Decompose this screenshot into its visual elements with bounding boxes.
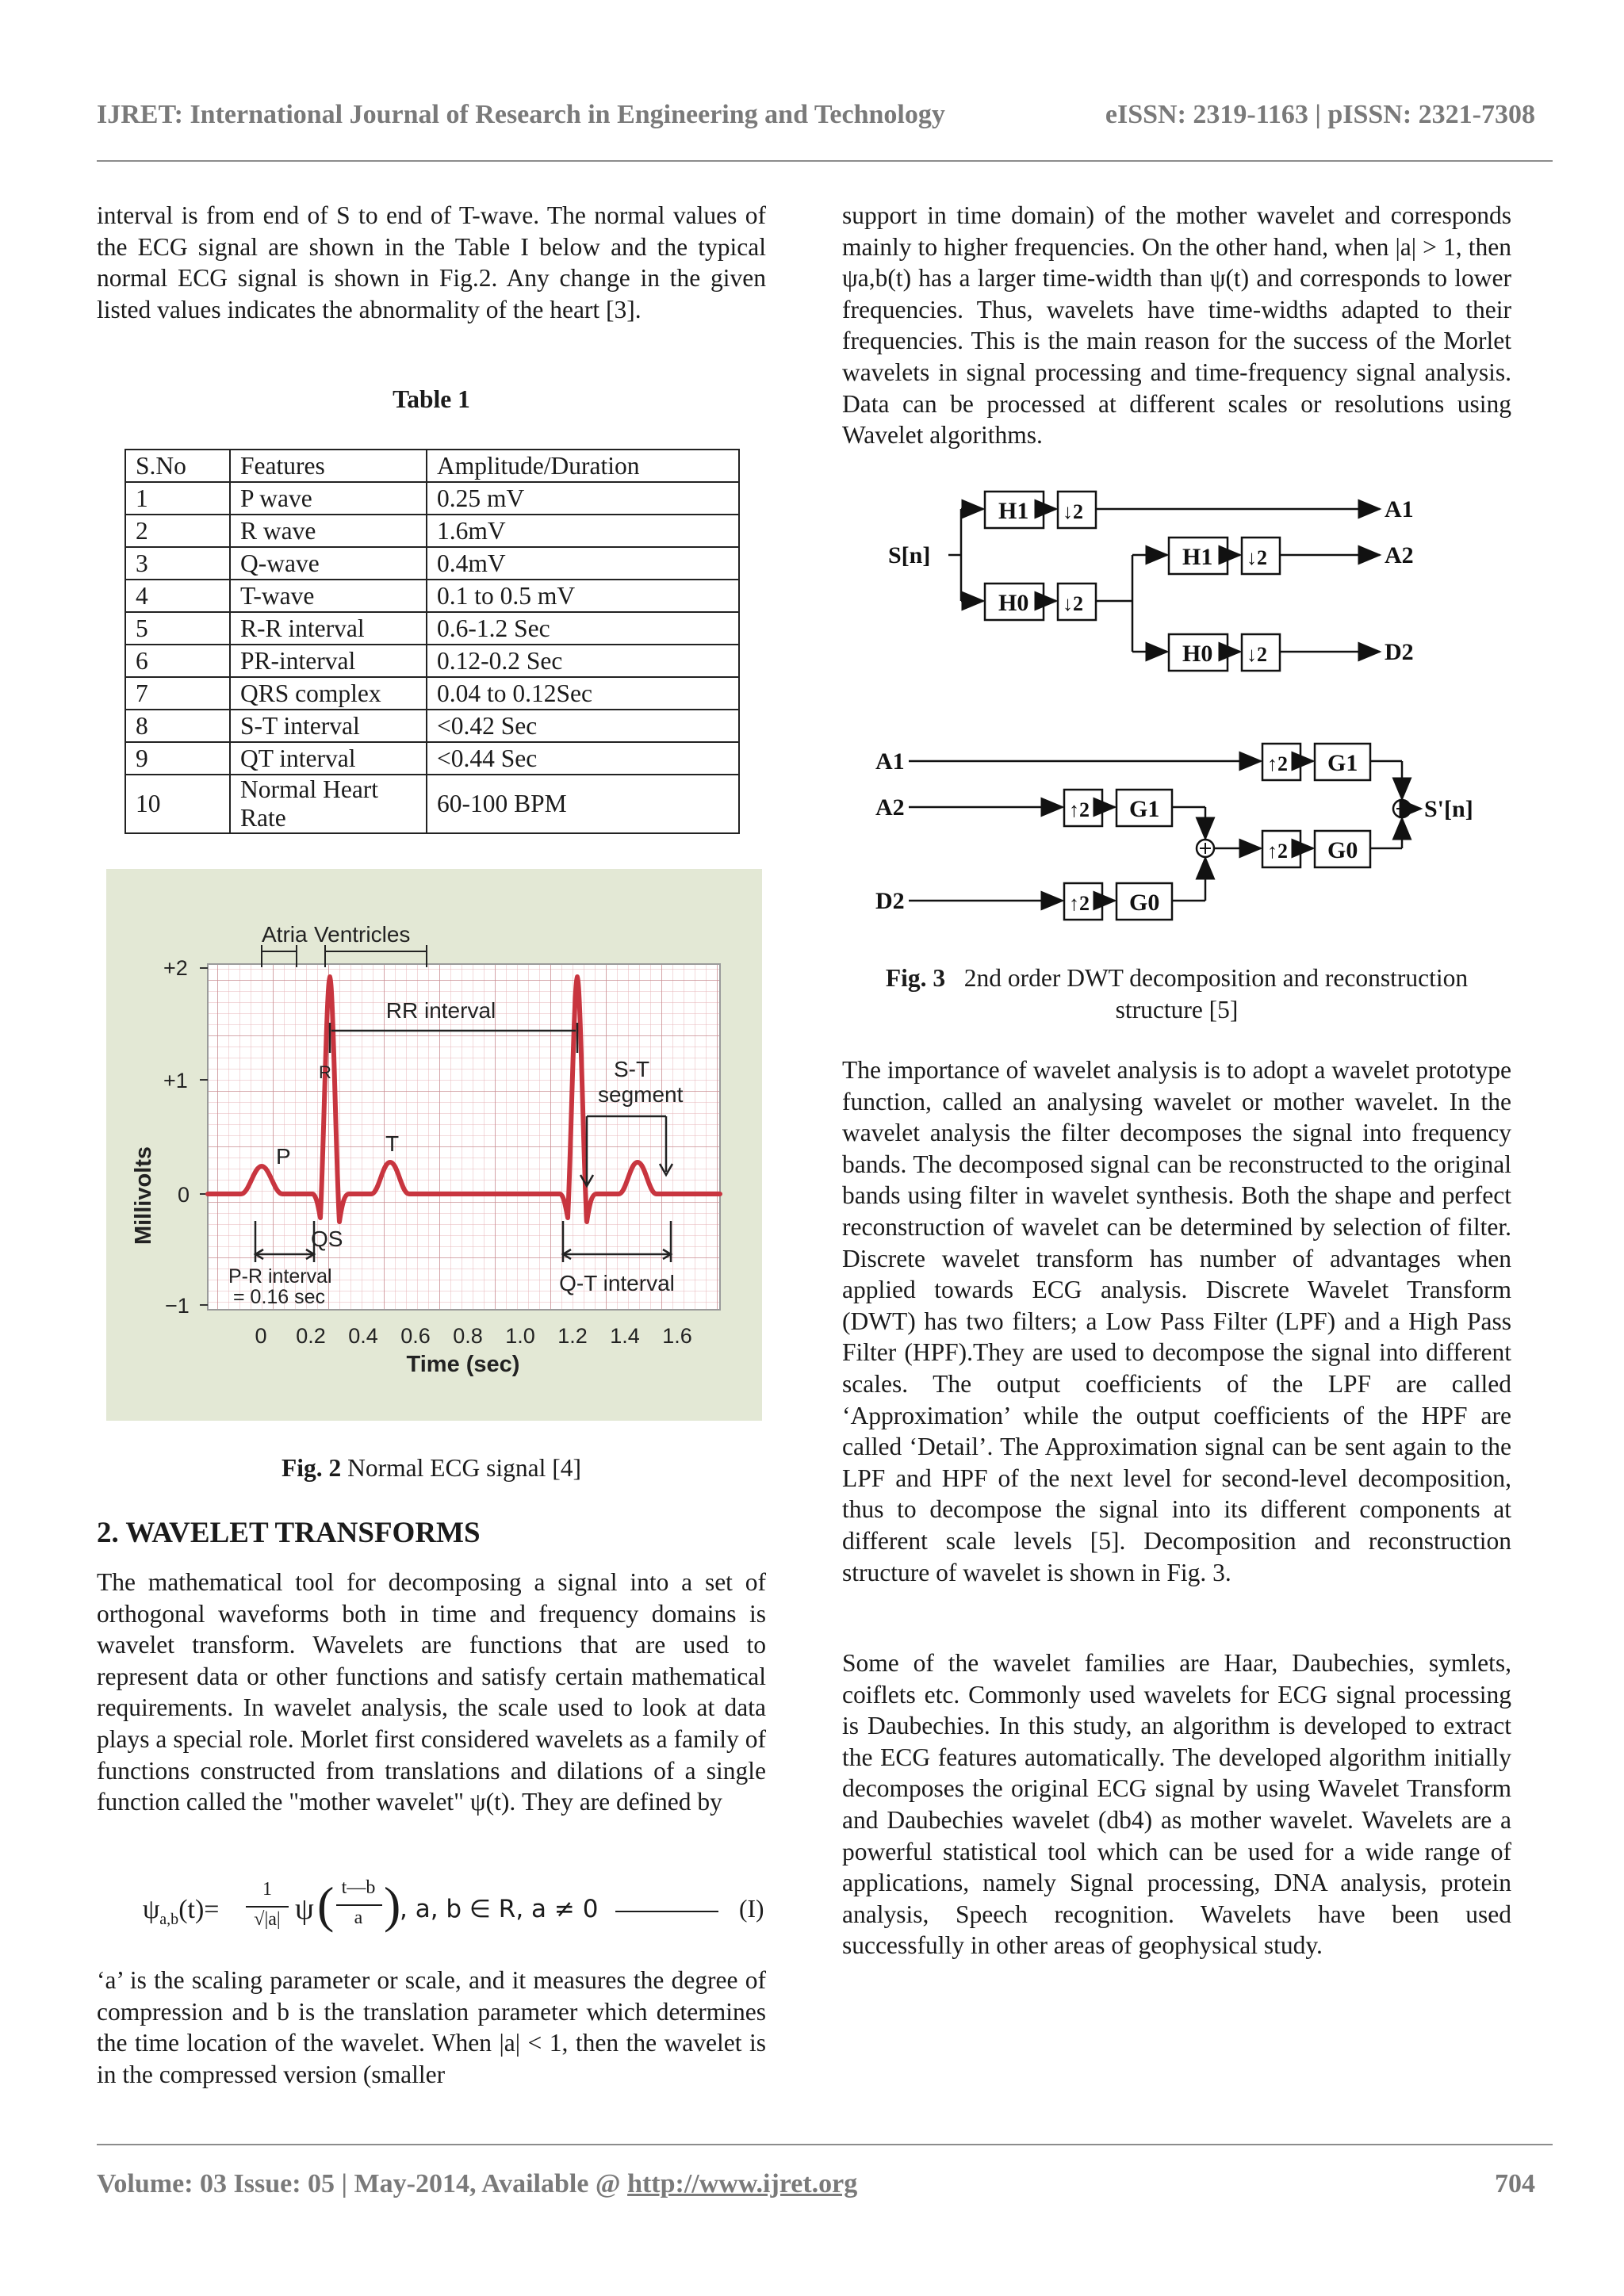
header-cell: Features — [230, 450, 427, 482]
header-cell: S.No — [125, 450, 230, 482]
eq-frac-bar — [246, 1906, 289, 1908]
table-cell: P wave — [230, 482, 427, 515]
table-cell: 2 — [125, 515, 230, 547]
qs-label: QS — [311, 1226, 343, 1251]
eq-condition: , a, b ∈ R, a ≠ 0 — [400, 1895, 599, 1923]
qt-interval-label: Q-T interval — [559, 1271, 675, 1295]
g0-label: G0 — [1129, 890, 1160, 916]
table-cell: 3 — [125, 547, 230, 580]
eq-frac-num: 1 — [262, 1879, 272, 1900]
wavelet-families-paragraph: Some of the wavelet families are Haar, Daubechies, symlets, coiflets etc. Commonly used wavelets for ECG signal processing is Daubechies. In this study, an algorithm is developed to extract the ECG features automatically. The developed algorithm initially decomposes the original ECG signal by using Wavelet Transform and Daubechies wavelet (db4) as mother wavelet. Wavelets are a powerful statistical tool which can be used for a wide range of applications, namely Signal processing, DNA analysis, protein analysis, Speech recognition. Wavelets have been used successfully in other areas of geophysical study. — [842, 1649, 1511, 1960]
equation-lhs — [143, 1895, 219, 1929]
eq-subscript: a,b — [159, 1910, 179, 1928]
xtick-label: 0 — [255, 1324, 267, 1348]
journal-title: IJRET: International Journal of Research in Engineering and Technology — [97, 100, 945, 129]
up2-label: ↑2 — [1267, 840, 1288, 863]
up2-label: ↑2 — [1069, 892, 1090, 915]
table-cell: QT interval — [230, 742, 427, 775]
p-wave-label: P — [276, 1144, 291, 1169]
down2-label: ↓2 — [1247, 546, 1267, 569]
table-cell: 1.6mV — [427, 515, 739, 547]
d2-input-label: D2 — [875, 888, 905, 914]
footer-volume-text: Volume: 03 Issue: 05 | May-2014, Available @ — [97, 2169, 628, 2198]
footer-rule — [97, 2144, 1553, 2145]
table-cell: 0.4mV — [427, 547, 739, 580]
header-rule — [97, 160, 1553, 162]
xtick-label: 1.0 — [505, 1324, 535, 1348]
table-row — [125, 547, 739, 580]
fig3-caption-text: 2nd order DWT decomposition and reconstruction structure [5] — [963, 964, 1469, 1024]
table-row — [125, 580, 739, 612]
table-cell: 0.04 to 0.12Sec — [427, 677, 739, 710]
table-cell: 60-100 BPM — [427, 775, 739, 833]
rr-interval-label: RR interval — [385, 998, 496, 1023]
table-cell: 6 — [125, 645, 230, 677]
pr-interval-value: = 0.16 sec — [233, 1286, 326, 1308]
xtick-label: 0.2 — [296, 1324, 326, 1348]
dwt-labels — [875, 496, 1473, 916]
table-cell: 9 — [125, 742, 230, 775]
table-title: Table 1 — [393, 385, 470, 413]
ytick-label: +1 — [163, 1069, 188, 1093]
issn: eISSN: 2319-1163 | pISSN: 2321-7308 — [1105, 100, 1535, 129]
eq-psi-2: ψ — [295, 1892, 314, 1926]
scaling-paragraph: ‘a’ is the scaling parameter or scale, and it measures the degree of compression and b is the translation parameter which determines the time location of the wavelet. When |a| < 1, then the wavelet is in the compressed version (smaller — [97, 1966, 766, 2088]
g1-label: G1 — [1129, 796, 1160, 822]
xtick-label: 0.8 — [453, 1324, 483, 1348]
a1-input-label: A1 — [875, 748, 905, 775]
eq-psi: ψ — [143, 1895, 160, 1924]
fig3-caption — [842, 962, 1511, 1026]
wavelet-analysis-paragraph: The importance of wavelet analysis is to adopt a wavelet prototype function, called an analysing wavelet or mother wavelet. In the wavelet analysis the filter decomposes the signal into frequency bands. The decomposed signal can be reconstructed to the original bands using filter in wavelet synthesis. Both the shape and perfect reconstruction of wavelet can be determined by selection of filter. Discrete wavelet transform has number of advantages when applied towards ECG analysis. Discrete Wavelet Transform (DWT) has two filters; a Low Pass Filter (LPF) and a High Pass Filter (HPF).They are used to decompose the signal into different scales. The output coefficients of the LPF are called ‘Approximation’ while the output coefficients of the HPF are called ‘Detail’. The Approximation signal can be sent again to the LPF and HPF of the next level for second-level decomposition, thus to decompose the signal into its different components at different scale levels [5]. Decomposition and reconstruction structure of wavelet is shown in Fig. 3. — [842, 1056, 1511, 1586]
page-number: 704 — [1495, 2169, 1535, 2198]
a2-output-label: A2 — [1385, 542, 1414, 568]
table-cell: PR-interval — [230, 645, 427, 677]
table-cell: Q-wave — [230, 547, 427, 580]
eq-arg-num: t—b — [341, 1877, 376, 1898]
journal-link[interactable]: http://www.ijret.org — [627, 2169, 858, 2198]
x-tick-labels — [255, 1324, 691, 1348]
table-cell: 5 — [125, 612, 230, 645]
s-output-label: S'[n] — [1424, 796, 1473, 822]
eq-paren-close: ) — [384, 1877, 401, 1933]
table-header-row — [125, 450, 739, 482]
st-segment-label: segment — [598, 1082, 684, 1107]
table-row — [125, 775, 739, 833]
table-row — [125, 612, 739, 645]
xtick-label: 1.6 — [662, 1324, 692, 1348]
r-peak-label: R — [319, 1062, 331, 1082]
section-heading: 2. WAVELET TRANSFORMS — [97, 1517, 481, 1549]
ecg-values-table — [124, 449, 740, 834]
ecg-figure — [106, 869, 762, 1421]
g1-label: G1 — [1327, 750, 1358, 776]
ytick-label: 0 — [178, 1183, 190, 1207]
down2-label: ↓2 — [1247, 643, 1267, 666]
fig2-caption — [97, 1452, 766, 1484]
table-row — [125, 515, 739, 547]
equation-number: (I) — [739, 1895, 764, 1923]
wavelet-paragraph: The mathematical tool for decomposing a signal into a set of orthogonal waveforms both in time and frequency domains is wavelet transform. Wavelets are functions that are used to represent data or other functions and satisfy certain mathematical requirements. In wavelet analysis, the scale used to look at data plays a special role. Morlet first considered wavelets as a family of functions constructed from translations and dilations of a single function called the "mother wavelet" ψ(t). They are defined by — [97, 1568, 766, 1816]
eq-arg: (t)= — [178, 1895, 220, 1924]
up2-label: ↑2 — [1267, 752, 1288, 775]
t-wave-label: T — [385, 1131, 400, 1156]
footer-volume — [97, 2169, 857, 2199]
table-cell: R-R interval — [230, 612, 427, 645]
table-cell: 0.25 mV — [427, 482, 739, 515]
down2-label: ↓2 — [1063, 500, 1083, 523]
h1-label: H1 — [998, 498, 1029, 524]
table-cell: T-wave — [230, 580, 427, 612]
d2-output-label: D2 — [1385, 639, 1414, 665]
h1-label: H1 — [1182, 544, 1213, 570]
table-cell: 0.1 to 0.5 mV — [427, 580, 739, 612]
table-cell: 10 — [125, 775, 230, 833]
adder-plus-signs — [1200, 803, 1408, 854]
a1-output-label: A1 — [1385, 496, 1414, 522]
xtick-label: 1.2 — [557, 1324, 588, 1348]
fig3-caption-label: Fig. 3 — [885, 964, 946, 992]
table-row — [125, 710, 739, 742]
table-cell: <0.42 Sec — [427, 710, 739, 742]
ytick-label: +2 — [163, 956, 188, 980]
dwt-diagram — [872, 468, 1491, 936]
table-cell: 7 — [125, 677, 230, 710]
header-cell: Amplitude/Duration — [427, 450, 739, 482]
table-cell: 0.12-0.2 Sec — [427, 645, 739, 677]
table-row — [125, 645, 739, 677]
ventricles-label: Ventricles — [314, 922, 411, 947]
table-cell: 4 — [125, 580, 230, 612]
right-intro-paragraph: support in time domain) of the mother wavelet and corresponds mainly to higher frequencies. On the other hand, when |a| > 1, then ψa,b(t) has a larger time-width than ψ(t) and corresponds to lower frequencies. Thus, wavelets have time-widths adapted to their frequencies. This is the main reason for the success of the Morlet wavelets in signal processing and time-frequency signal analysis. Data can be processed at different scales or resolutions using Wavelet algorithms. — [842, 201, 1511, 450]
xtick-label: 1.4 — [610, 1324, 640, 1348]
g0-label: G0 — [1327, 837, 1358, 863]
st-label: S-T — [614, 1057, 650, 1081]
eq-arg-bar — [336, 1904, 382, 1906]
eq-paren-open: ( — [317, 1877, 335, 1933]
eq-arg-den: a — [354, 1908, 363, 1928]
eq-frac-den: √|a| — [254, 1909, 281, 1930]
table-row — [125, 677, 739, 710]
fig2-caption-label: Fig. 2 — [282, 1454, 342, 1482]
table-cell: 0.6-1.2 Sec — [427, 612, 739, 645]
table-cell: R wave — [230, 515, 427, 547]
down2-label: ↓2 — [1063, 592, 1083, 615]
table-cell: Normal Heart Rate — [230, 775, 427, 833]
x-axis-label: Time (sec) — [406, 1352, 520, 1377]
table-cell: 8 — [125, 710, 230, 742]
eq-underline — [615, 1911, 718, 1912]
pr-interval-label: P-R interval — [228, 1265, 332, 1288]
table-cell: S-T interval — [230, 710, 427, 742]
table-row — [125, 742, 739, 775]
up2-label: ↑2 — [1069, 798, 1090, 821]
table-cell: <0.44 Sec — [427, 742, 739, 775]
y-axis-label: Millivolts — [131, 1146, 156, 1246]
xtick-label: 0.6 — [400, 1324, 431, 1348]
xtick-label: 0.4 — [348, 1324, 378, 1348]
s-input-label: S[n] — [888, 542, 931, 568]
fig2-caption-text: Normal ECG signal [4] — [341, 1454, 581, 1482]
atria-label: Atria — [262, 922, 308, 947]
equation-1 — [143, 1871, 769, 1942]
h0-label: H0 — [1182, 641, 1213, 667]
table-cell: QRS complex — [230, 677, 427, 710]
table-cell: 1 — [125, 482, 230, 515]
h0-label: H0 — [998, 590, 1029, 616]
ecg-chart — [106, 869, 762, 1421]
a2-input-label: A2 — [875, 794, 905, 821]
table-row — [125, 482, 739, 515]
dwt-figure — [872, 468, 1491, 936]
intro-paragraph: interval is from end of S to end of T-wave. The normal values of the ECG signal are shown in the Table I below and the typical normal ECG signal is shown in Fig.2. Any change in the given listed values indicates the abnormality of the heart [3]. — [97, 201, 766, 323]
ytick-label: −1 — [165, 1294, 190, 1318]
y-ticks — [200, 968, 208, 1305]
